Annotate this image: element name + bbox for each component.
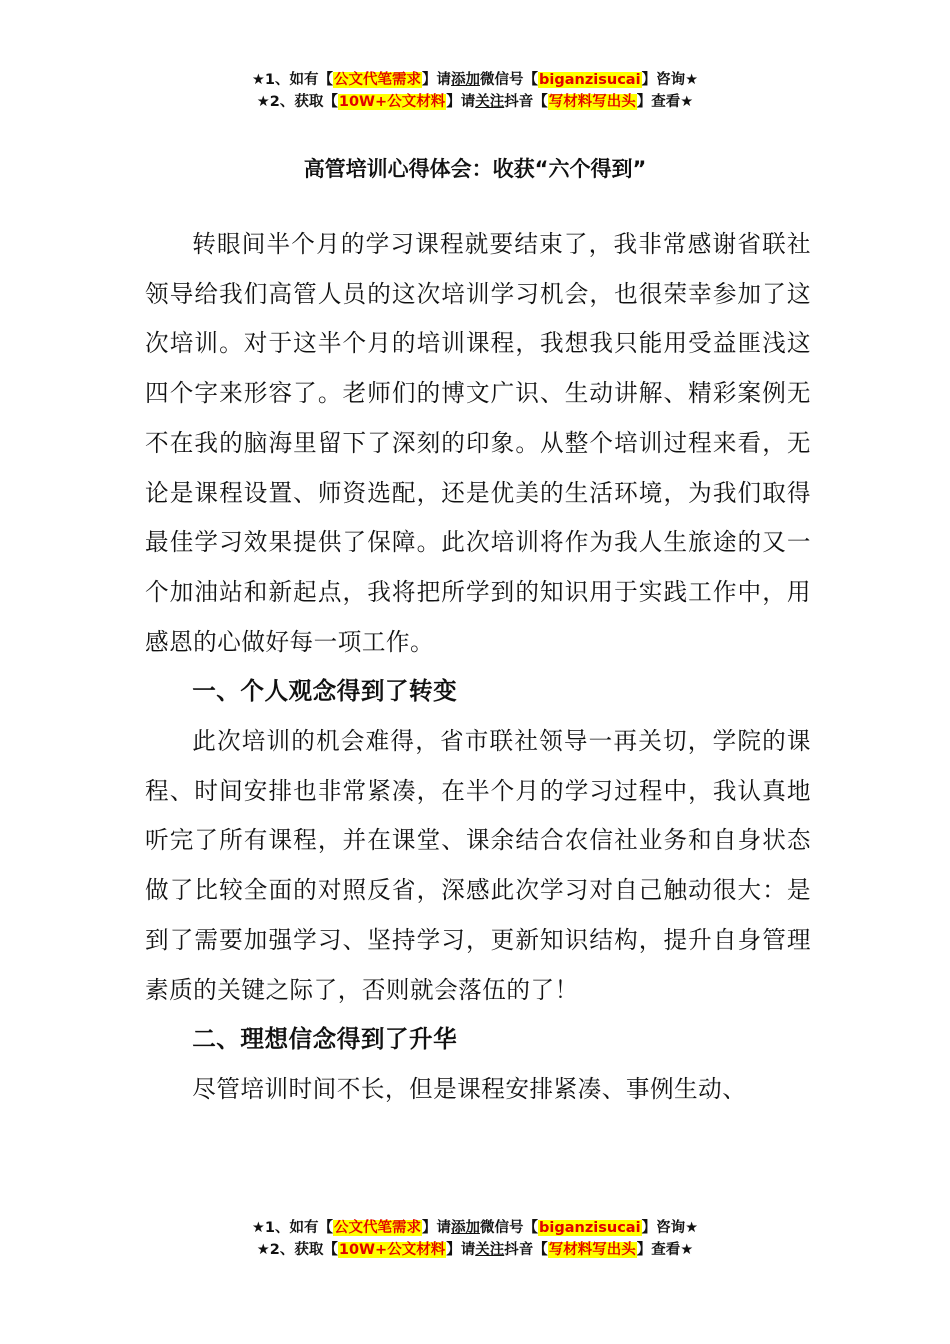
promo-line-1 — [0, 1217, 950, 1239]
promo-highlight: 写材料写出头 — [548, 1242, 636, 1258]
promo-text: ★1、如有【 — [251, 1220, 334, 1236]
promo-text: 】请 — [422, 72, 452, 88]
promo-line-1 — [0, 69, 950, 91]
promo-underline: 关注 — [475, 94, 505, 110]
promo-text: ★2、获取【 — [256, 94, 338, 110]
section-heading-1: 一、个人观念得到了转变 — [192, 677, 458, 706]
promo-highlight: 10W+公文材料 — [338, 1242, 446, 1258]
promo-line-2 — [0, 91, 950, 113]
promo-highlight: 公文代笔需求 — [334, 72, 422, 88]
promo-highlight: biganzisucai — [539, 72, 641, 88]
paragraph-section-2: 尽管培训时间不长，但是课程安排紧凑、事例生动、 — [192, 1074, 747, 1103]
promo-text: 抖音【 — [504, 1242, 548, 1258]
promo-banner-bottom — [0, 1217, 950, 1261]
promo-text: 抖音【 — [504, 94, 548, 110]
paragraph-section-1: 此次培训的机会难得，省市联社领导一再关切，学院的课程、时间安排也非常紧凑，在半个月的学习过程中，我认真地听完了所有课程，并在课堂、课余结合农信社业务和自身状态做了比较全面的对照反省，深感此次学习对自己触动很大：是到了需要加强学习、坚持学习，更新知识结构，提升自身管理素质的关键之际了，否则就会落伍的了！ — [145, 727, 811, 1004]
document-title: 高管培训心得体会：收获“六个得到” — [303, 157, 647, 181]
promo-underline: 添加 — [451, 72, 481, 88]
document-body — [145, 220, 811, 1115]
promo-text: 】请 — [422, 1220, 452, 1236]
promo-highlight: biganzisucai — [539, 1220, 641, 1236]
promo-highlight: 写材料写出头 — [548, 94, 636, 110]
promo-text: 微信号【 — [480, 1220, 539, 1236]
promo-underline: 添加 — [451, 1220, 481, 1236]
promo-banner-top — [0, 69, 950, 113]
paragraph-intro: 转眼间半个月的学习课程就要结束了，我非常感谢省联社领导给我们高管人员的这次培训学习机会，也很荣幸参加了这次培训。对于这半个月的培训课程，我想我只能用受益匪浅这四个字来形容了。老师们的博文广识、生动讲解、精彩案例无不在我的脑海里留下了深刻的印象。从整个培训过程来看，无论是课程设置、师资选配，还是优美的生活环境，为我们取得最佳学习效果提供了保障。此次培训将作为我人生旅途的又一个加油站和新起点，我将把所学到的知识用于实践工作中，用感恩的心做好每一项工作。 — [145, 230, 811, 656]
promo-text: 】查看★ — [636, 1242, 694, 1258]
promo-text: 微信号【 — [480, 72, 539, 88]
promo-text: 】请 — [446, 1242, 476, 1258]
promo-text: ★2、获取【 — [256, 1242, 338, 1258]
promo-text: 】查看★ — [636, 94, 694, 110]
promo-highlight: 10W+公文材料 — [338, 94, 446, 110]
promo-text: ★1、如有【 — [251, 72, 334, 88]
section-heading-2: 二、理想信念得到了升华 — [192, 1025, 458, 1054]
promo-text: 】咨询★ — [641, 1220, 699, 1236]
promo-text: 】咨询★ — [641, 72, 699, 88]
promo-line-2 — [0, 1239, 950, 1261]
promo-text: 】请 — [446, 94, 476, 110]
promo-underline: 关注 — [475, 1242, 505, 1258]
promo-highlight: 公文代笔需求 — [334, 1220, 422, 1236]
